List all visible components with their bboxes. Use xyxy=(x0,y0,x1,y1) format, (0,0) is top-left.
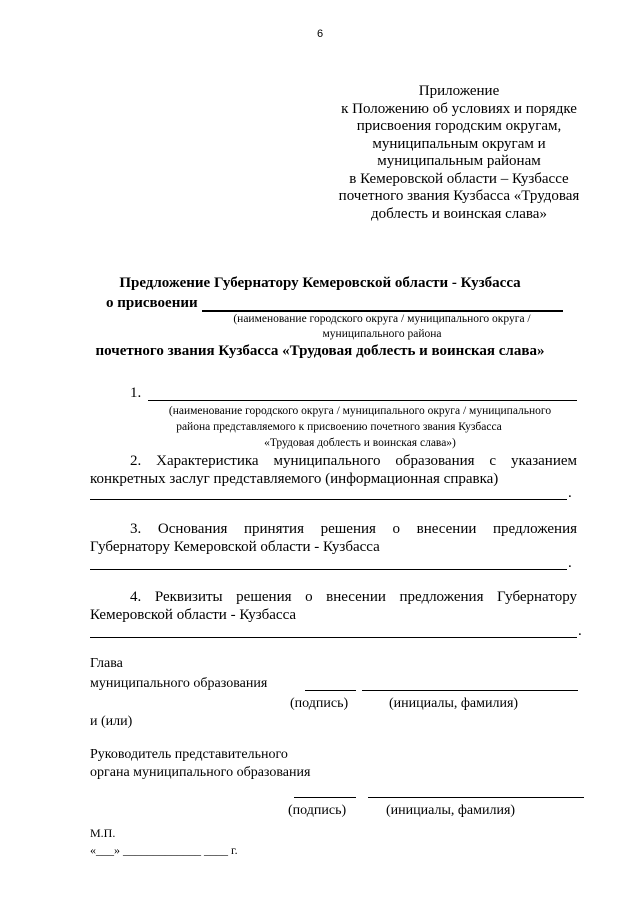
signature2-name-hint: (инициалы, фамилия) xyxy=(386,803,516,818)
item2-end: . xyxy=(568,485,572,501)
appendix-line: в Кемеровской области – Кузбассе xyxy=(349,170,569,187)
signature1-name-line xyxy=(362,690,578,691)
page-number: 6 xyxy=(316,28,324,40)
signature2-title: Руководитель представительного xyxy=(90,747,288,762)
item4-line-1: 4. Реквизиты решения о внесении предложения Губернатору xyxy=(130,589,577,605)
signature2-org: органа муниципального образования xyxy=(90,765,311,780)
signature1-sign-hint: (подпись) xyxy=(290,696,349,711)
item2-line-2: конкретных заслуг представляемого (информационная справка) xyxy=(90,471,499,487)
or-label: и (или) xyxy=(90,714,133,729)
appendix-line: почетного звания Кузбасса «Трудовая xyxy=(338,188,580,204)
appendix-line: доблесть и воинская слава» xyxy=(371,205,547,222)
item2-line-1: 2. Характеристика муниципального образования с указанием xyxy=(130,453,577,469)
title-hint-1: (наименование городского округа / муниципального округа / xyxy=(233,313,531,325)
item1-hint-1: (наименование городского округа / муниципального округа / муниципального xyxy=(168,405,552,417)
item1-hint-2: района представляемого к присвоению почетного звания Кузбасса xyxy=(176,421,502,433)
appendix-line: присвоения городским округам, xyxy=(356,118,562,134)
item4-fill-line xyxy=(90,637,577,638)
signature2-sign-line xyxy=(294,797,356,798)
appendix-line: к Положению об условиях и порядке xyxy=(341,100,577,117)
item1-number: 1. xyxy=(130,385,142,401)
signature1-title: Глава xyxy=(90,656,123,671)
signature2-name-line xyxy=(368,797,584,798)
item3-end: . xyxy=(568,555,572,571)
signature1-sign-line xyxy=(305,690,356,691)
appendix-line: муниципальным районам xyxy=(377,153,541,169)
signature1-org: муниципального образования xyxy=(90,676,268,691)
appendix-line: Приложение xyxy=(418,83,500,99)
signature1-name-hint: (инициалы, фамилия) xyxy=(389,696,519,711)
item1-hint-3: «Трудовая доблесть и воинская слава») xyxy=(264,437,456,449)
item3-line-1: 3. Основания принятия решения о внесении предложения xyxy=(130,521,577,537)
item1-fill-line xyxy=(148,400,577,401)
item2-fill-line xyxy=(90,499,567,500)
item4-line-2: Кемеровской области - Кузбасса xyxy=(90,607,297,623)
signature2-sign-hint: (подпись) xyxy=(288,803,347,818)
title-line-3: почетного звания Кузбасса «Трудовая доблесть и воинская слава» xyxy=(95,343,545,359)
title-prefix: о присвоении xyxy=(106,295,198,311)
title-fill-line xyxy=(202,310,563,312)
item3-fill-line xyxy=(90,569,567,570)
date-line: «___» _____________ ____ г. xyxy=(90,843,238,857)
item4-end: . xyxy=(578,623,582,639)
stamp-label: М.П. xyxy=(90,826,116,840)
document-title: Предложение Губернатору Кемеровской области - Кузбасса xyxy=(119,275,521,291)
item3-line-2: Губернатору Кемеровской области - Кузбасса xyxy=(90,539,380,555)
title-hint-2: муниципального района xyxy=(322,328,442,340)
appendix-header xyxy=(318,83,600,223)
appendix-line: муниципальным округам и xyxy=(372,135,546,152)
